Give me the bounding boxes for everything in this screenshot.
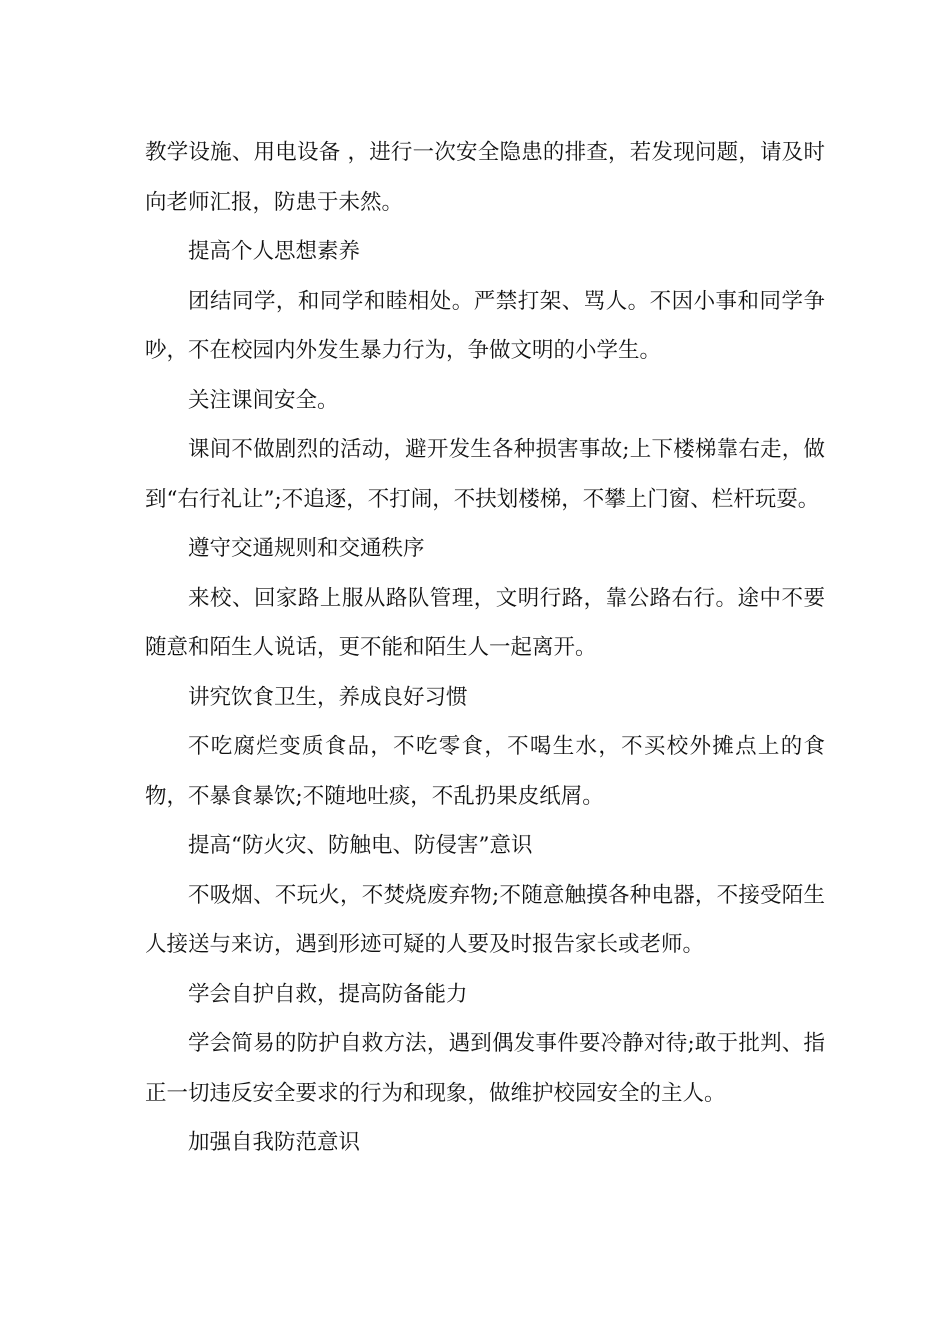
paragraph-break-safety: 课间不做剧烈的活动，避开发生各种损害事故;上下楼梯靠右走，做到“右行礼让”;不追逐，不打闹，不扶划楼梯，不攀上门窗、栏杆玩耍。 [145,437,825,512]
heading-personal-quality: 提高个人思想素养 [188,239,361,264]
paragraph-traffic-rules: 来校、回家路上服从路队管理，文明行路，靠公路右行。途中不要随意和陌生人说话，更不能和陌生人一起离开。 [145,585,825,660]
paragraph-self-rescue: 学会简易的防护自救方法，遇到偶发事件要冷静对待;敢于批判、指正一切违反安全要求的行为和现象，做维护校园安全的主人。 [145,1031,825,1106]
heading-break-safety: 关注课间安全。 [188,387,339,413]
paragraph-food-hygiene: 不吃腐烂变质食品，不吃零食，不喝生水，不买校外摊点上的食物，不暴食暴饮;不随地吐痰，不乱扔果皮纸屑。 [145,734,825,809]
paragraph-fire-electric-safety: 不吸烟、不玩火，不焚烧废弃物;不随意触摸各种电器，不接受陌生人接送与来访，遇到形迹可疑的人要及时报告家长或老师。 [145,882,825,957]
heading-traffic-rules: 遵守交通规则和交通秩序 [188,536,425,561]
heading-self-protection: 加强自我防范意识 [188,1130,361,1155]
document-body [145,128,825,1168]
paragraph-unity: 团结同学，和同学和睦相处。严禁打架、骂人。不因小事和同学争吵，不在校园内外发生暴力行为，争做文明的小学生。 [145,288,825,363]
heading-self-rescue: 学会自护自救，提高防备能力 [188,981,468,1007]
heading-food-hygiene: 讲究饮食卫生，养成良好习惯 [188,684,468,710]
paragraph-continuation: 教学设施、用电设备 ，进行一次安全隐患的排查，若发现问题，请及时向老师汇报，防患于未然。 [145,140,825,215]
heading-fire-electric-safety: 提高“防火灾、防触电、防侵害”意识 [188,833,533,858]
